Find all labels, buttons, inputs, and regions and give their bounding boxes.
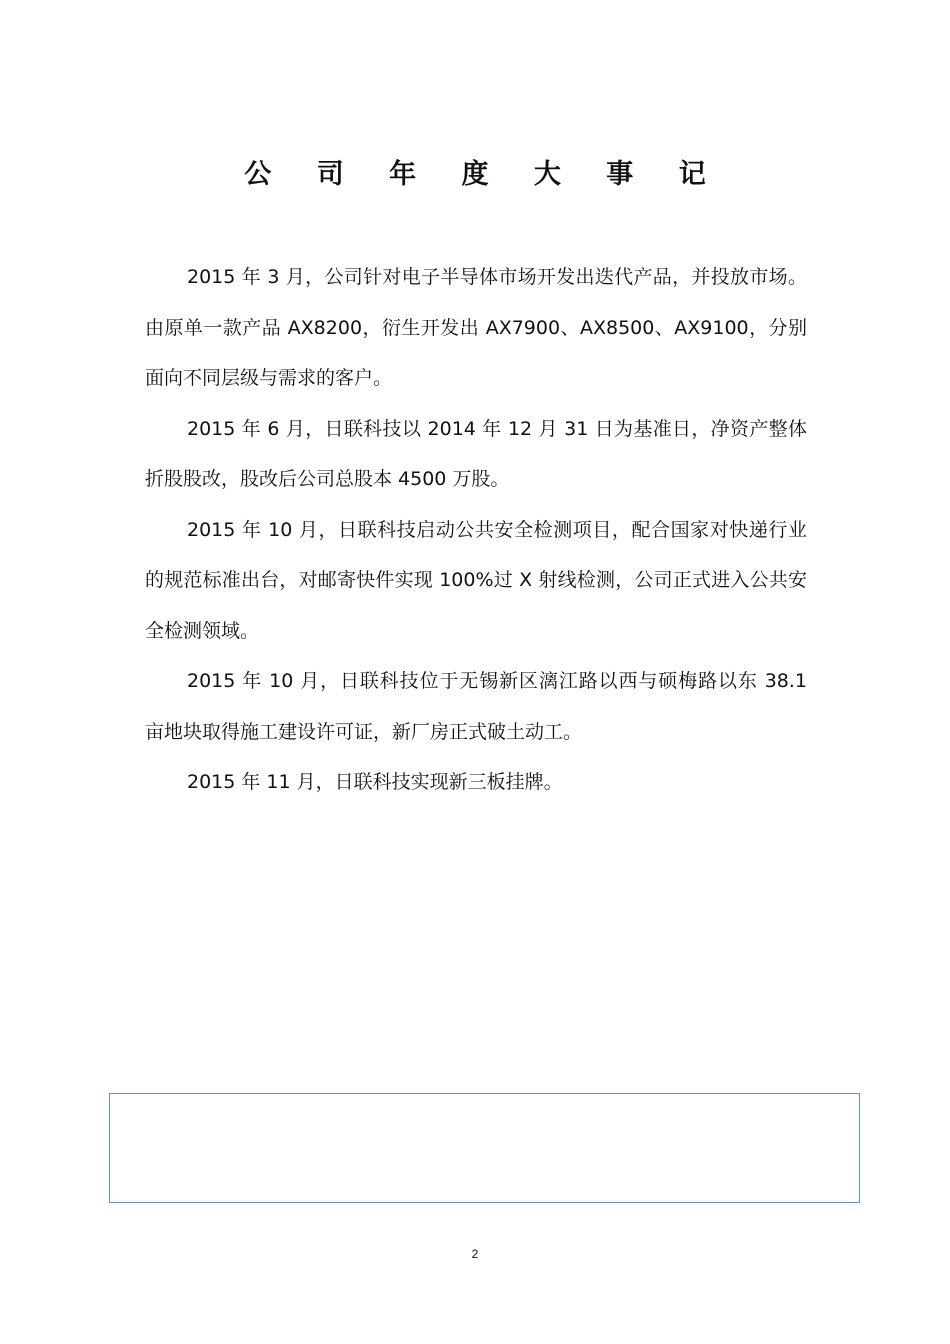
body-text — [145, 252, 807, 808]
paragraph-1: 2015 年 3 月，公司针对电子半导体市场开发出迭代产品，并投放市场。由原单一款产品 AX8200，衍生开发出 AX7900、AX8500、AX9100，分别面向不同层级与需求的客户。 — [145, 266, 807, 389]
page-title: 公 司 年 度 大 事 记 — [244, 159, 724, 190]
paragraph-5: 2015 年 11 月，日联科技实现新三板挂牌。 — [187, 771, 563, 793]
paragraph-4: 2015 年 10 月，日联科技位于无锡新区漓江路以西与硕梅路以东 38.1 亩地块取得施工建设许可证，新厂房正式破土动工。 — [145, 670, 807, 743]
empty-text-box — [109, 1093, 860, 1203]
page-number: 2 — [471, 1247, 479, 1261]
paragraph-3: 2015 年 10 月，日联科技启动公共安全检测项目，配合国家对快递行业的规范标准出台，对邮寄快件实现 100%过 X 射线检测，公司正式进入公共安全检测领域。 — [145, 518, 807, 642]
paragraph-2: 2015 年 6 月，日联科技以 2014 年 12 月 31 日为基准日，净资产整体折股股改，股改后公司总股本 4500 万股。 — [145, 417, 807, 490]
